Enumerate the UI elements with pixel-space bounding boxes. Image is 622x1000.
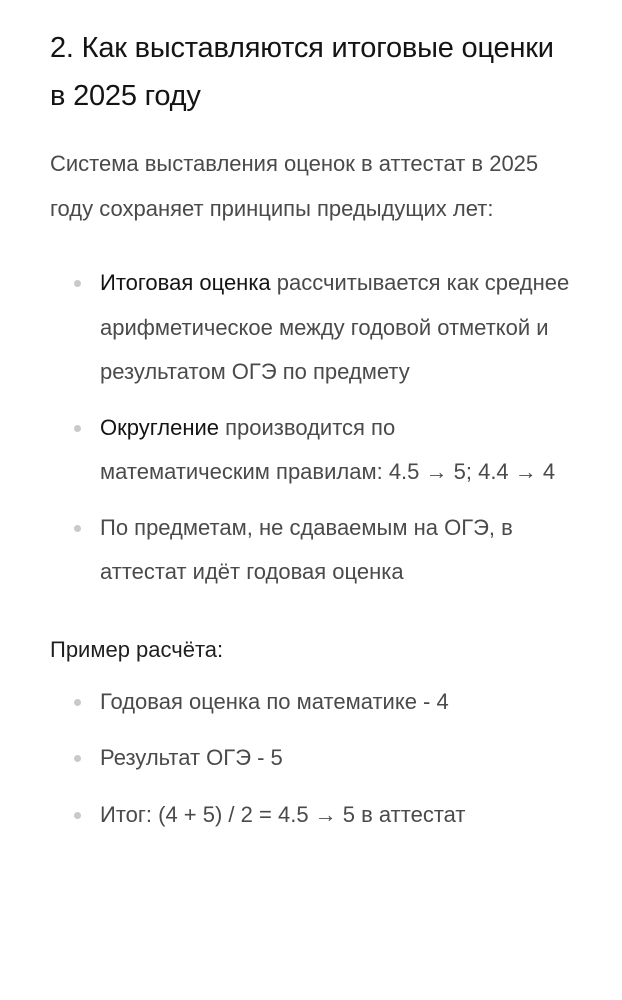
example-title: Пример расчёта:	[50, 636, 224, 662]
rules-list	[50, 261, 570, 595]
rule-text: рассчитывается как среднее арифметическое между годовой отметкой и результатом ОГЭ по предмету	[100, 270, 570, 384]
list-item	[50, 793, 570, 838]
example-text: Результат ОГЭ - 5	[100, 745, 283, 770]
bullet-dot-icon	[74, 425, 81, 432]
list-item	[50, 736, 570, 781]
rule-term: Округление	[100, 414, 220, 440]
section-heading: 2. Как выставляются итоговые оценки в 2025 году	[50, 32, 554, 112]
example-text: Итог: (4 + 5) / 2 = 4.5 → 5 в аттестат	[100, 801, 466, 827]
example-list	[50, 680, 570, 838]
list-item	[50, 261, 570, 395]
bullet-dot-icon	[74, 755, 81, 762]
list-item	[50, 680, 570, 725]
list-item	[50, 506, 570, 595]
bullet-dot-icon	[74, 280, 81, 287]
example-text: Годовая оценка по математике - 4	[100, 688, 449, 714]
bullet-dot-icon	[74, 525, 81, 532]
intro-paragraph: Система выставления оценок в аттестат в 2025 году сохраняет принципы предыдущих лет:	[50, 151, 539, 221]
rule-text: производится по математическим правилам: 4.5 → 5; 4.4 → 4	[100, 414, 556, 484]
rule-term: Итоговая оценка	[100, 270, 271, 295]
rule-text: По предметам, не сдаваемым на ОГЭ, в аттестат идёт годовая оценка	[100, 514, 513, 584]
bullet-dot-icon	[74, 812, 81, 819]
bullet-dot-icon	[74, 699, 81, 706]
list-item	[50, 406, 570, 495]
